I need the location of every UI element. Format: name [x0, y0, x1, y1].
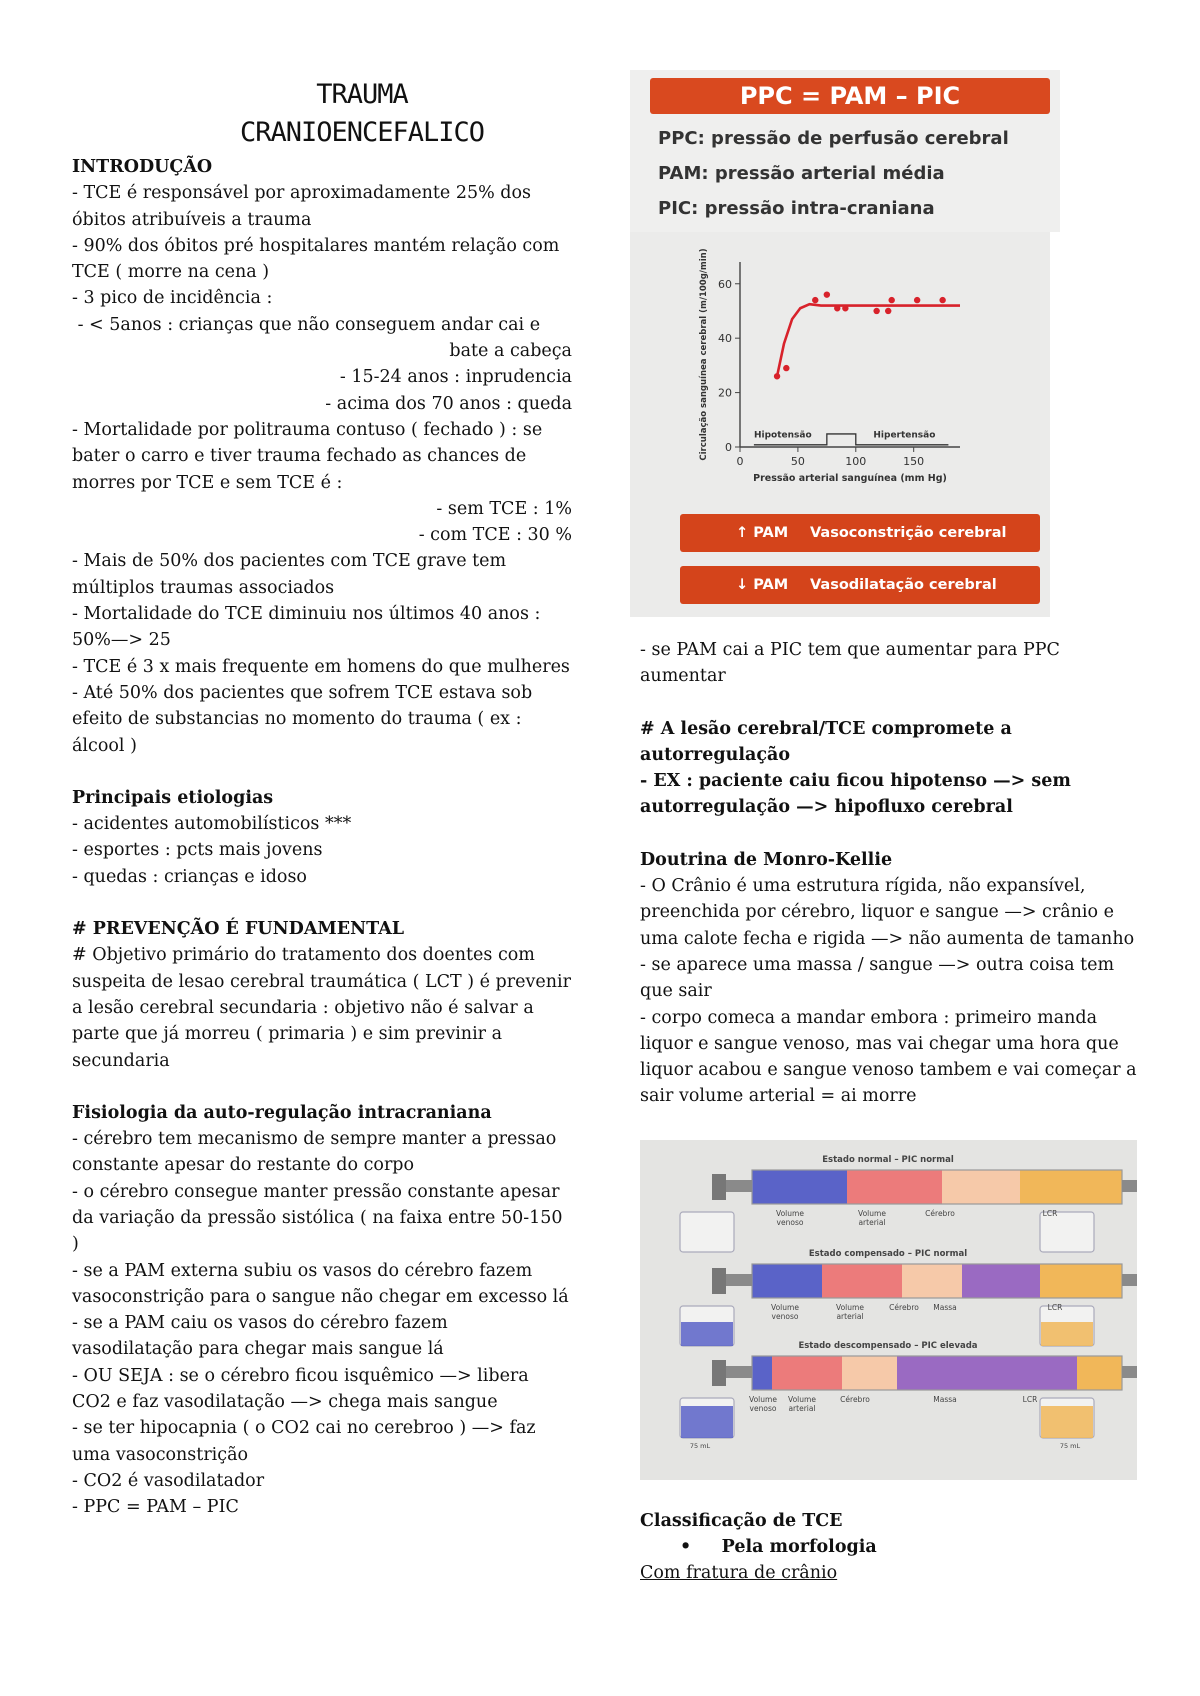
physiology-heading: Fisiologia da auto-regulação intracraniana [72, 1102, 492, 1123]
tube-label: arterial [788, 1403, 816, 1413]
y-tick-label: 40 [718, 332, 732, 346]
text-line: - se a PAM externa subiu os vasos do cérebro fazem vasoconstrição para o sangue não chegar em excesso lá [72, 1260, 569, 1307]
text-line: # A lesão cerebral/TCE compromete a autorregulação [640, 718, 1018, 765]
tube-label: venoso [749, 1403, 777, 1413]
right-text-block [628, 637, 1143, 1110]
text-line: - 15-24 anos : inprudencia [339, 367, 572, 388]
text-line: - CO2 é vasodilatador [72, 1470, 265, 1491]
faucet-left-body [712, 1268, 726, 1294]
text-line: - 3 pico de incidência : [72, 288, 273, 309]
tube-label: arterial [836, 1311, 864, 1321]
data-point [834, 305, 840, 311]
text-line: - cérebro tem mecanismo de sempre manter a pressao constante apesar do restante do corpo [72, 1129, 562, 1176]
text-line: - o cérebro consegue manter pressão constante apesar da variação da pressão sistólica ( na faixa entre 50-150 ) [72, 1181, 569, 1255]
tube-label: Volume [788, 1394, 816, 1404]
annotation-hypotension: Hipotensão [754, 430, 812, 441]
text-line: - 90% dos óbitos pré hospitalares mantém relação com TCE ( morre na cena ) [72, 235, 565, 283]
tube-segment-venous [752, 1264, 822, 1298]
classification-sub: Com fratura de crânio [640, 1563, 838, 1584]
text-line: bate a cabeça [449, 341, 572, 362]
text-line: - Mortalidade por politrauma contuso ( fechado ) : se bater o carro e tiver trauma fechado as chances de morres por TCE e sem TCE é : [72, 419, 548, 493]
intro-lines [72, 180, 572, 338]
tube-segment-csf [1077, 1356, 1122, 1390]
data-point [873, 308, 879, 314]
tube-label: Cérebro [840, 1394, 870, 1404]
formula-figure [630, 70, 1060, 232]
pam-down-arrow: ↓ PAM [736, 577, 789, 593]
x-tick-label: 100 [845, 455, 867, 468]
text-line: - TCE é 3 x mais frequente em homens do que mulheres [72, 656, 570, 677]
text-line: - PPC = PAM – PIC [72, 1497, 239, 1518]
text-line: - com TCE : 30 % [418, 525, 572, 546]
tube-segment-arterial [822, 1264, 902, 1298]
beaker-right-fill [1041, 1406, 1093, 1438]
data-point [842, 305, 848, 311]
text-line: - O Crânio é uma estrutura rígida, não expansível, preenchida por cérebro, liquor e sangue —> crânio e uma calote fecha e rigida —> não aumenta de tamanho [640, 876, 1135, 949]
text-line: - se a PAM caiu os vasos do cérebro fazem vasodilatação para chegar mais sangue lá [72, 1313, 454, 1360]
formula-def-ppc: PPC: pressão de perfusão cerebral [658, 128, 1009, 149]
beaker-left [680, 1212, 734, 1252]
tube-label: Volume [858, 1208, 886, 1218]
tube-label: LCR [1042, 1208, 1058, 1218]
classification-bullet-text: Pela morfologia [721, 1537, 877, 1558]
text-line: - corpo comeca a mandar embora : primeiro manda liquor e sangue venoso, mas vai chegar uma hora que liquor acabou e sangue venoso tambem e vai começar a sair volume arterial = ai morre [640, 1007, 1143, 1107]
data-point [888, 297, 894, 303]
text-line: # Objetivo primário do tratamento dos doentes com suspeita de lesao cerebral traumática ( LCT ) é prevenir a lesão cerebral secundaria : objetivo não é salvar a parte que já morreu ( primaria ) e sim previnir a secundaria [72, 945, 577, 1071]
data-point [812, 297, 818, 303]
x-tick-label: 50 [790, 455, 805, 468]
tube-label: Massa [933, 1302, 957, 1312]
monro-kellie-diagram [640, 1140, 1137, 1480]
tube-label: LCR [1022, 1394, 1038, 1404]
tube-segment-csf [1040, 1264, 1122, 1298]
classification-bullet: • Pela morfologia [680, 1537, 877, 1558]
formula-banner: PPC = PAM – PIC [650, 78, 1050, 114]
x-axis-label: Pressão arterial sanguínea (mm Hg) [753, 473, 947, 484]
y-axis-label: Circulação sanguínea cerebral (m/100g/min) [699, 248, 709, 461]
volume-label-left: 75 mL [689, 1441, 711, 1450]
left-column [72, 70, 577, 1521]
volume-label-right: 75 mL [1059, 1441, 1081, 1450]
beaker-right [1040, 1212, 1094, 1252]
text-line: - < 5anos : crianças que não conseguem andar cai e [72, 314, 541, 335]
prevention-heading: # PREVENÇÃO É FUNDAMENTAL [72, 919, 405, 940]
title-line-2: CRANIOENCEFALICO [239, 117, 485, 148]
data-point [774, 373, 780, 379]
text-line: - esportes : pcts mais jovens [72, 840, 323, 861]
tube-label: Cérebro [889, 1302, 919, 1312]
tube-segment-mass [962, 1264, 1040, 1298]
data-point [885, 308, 891, 314]
text-line: - se ter hipocapnia ( o CO2 cai no cerebroo ) —> faz uma vasoconstrição [72, 1418, 542, 1465]
tube-label: Massa [933, 1394, 957, 1404]
faucet-right [1122, 1366, 1137, 1378]
formula-def-pic: PIC: pressão intra-craniana [658, 198, 935, 219]
tube-label: Volume [836, 1302, 864, 1312]
tube-label: Cérebro [925, 1208, 955, 1218]
text-line: - TCE é responsável por aproximadamente 25% dos óbitos atribuíveis a trauma [72, 183, 537, 230]
autoregulation-chart-figure [630, 232, 1050, 617]
tube-segment-venous [752, 1170, 847, 1204]
pam-up-text: Vasoconstrição cerebral [810, 525, 1007, 541]
tube-label: arterial [858, 1217, 886, 1227]
autoregulation-chart [630, 232, 1050, 522]
text-line: - EX : paciente caiu ficou hipotenso —> sem autorregulação —> hipofluxo cerebral [640, 771, 1077, 818]
faucet-left-body [712, 1174, 726, 1200]
tube-label: venoso [771, 1311, 799, 1321]
series-line [777, 304, 960, 376]
tube-segment-csf [1020, 1170, 1122, 1204]
y-tick-label: 0 [725, 441, 732, 454]
pam-up-bar [680, 514, 1040, 552]
faucet-right [1122, 1274, 1137, 1286]
tube-label: venoso [776, 1217, 804, 1227]
monro-kellie-heading: Doutrina de Monro-Kellie [640, 849, 893, 870]
classification-block [628, 1508, 1138, 1587]
tube-segment-arterial [847, 1170, 942, 1204]
formula-def-pam: PAM: pressão arterial média [658, 163, 945, 184]
tube-segment-venous [752, 1356, 772, 1390]
right-column [628, 70, 1143, 1587]
faucet-right [1122, 1180, 1137, 1192]
tube-label: LCR [1047, 1302, 1063, 1312]
x-tick-label: 150 [903, 455, 925, 468]
y-tick-label: 60 [718, 277, 732, 291]
tube-segment-arterial [772, 1356, 842, 1390]
tube-label: Volume [771, 1302, 799, 1312]
text-line: - Até 50% dos pacientes que sofrem TCE estava sob efeito de substancias no momento do trauma ( ex : álcool ) [72, 682, 538, 756]
beaker-left-fill [681, 1322, 733, 1346]
text-line: - se aparece uma massa / sangue —> outra coisa tem que sair [640, 954, 1120, 1002]
tube-segment-brain [842, 1356, 897, 1390]
classification-heading: Classificação de TCE [640, 1510, 843, 1531]
data-point [783, 365, 789, 371]
data-point [824, 291, 830, 297]
tube-segment-mass [897, 1356, 1077, 1390]
etiology-heading: Principais etiologias [72, 787, 274, 808]
text-line: - quedas : crianças e idoso [72, 866, 307, 887]
tube-segment-brain [942, 1170, 1020, 1204]
y-tick-label: 20 [718, 386, 732, 400]
x-tick-label: 0 [736, 455, 744, 468]
text-line: - sem TCE : 1% [436, 498, 572, 519]
annotation-hypertension: Hipertensão [873, 430, 936, 441]
pam-up-arrow: ↑ PAM [736, 525, 789, 541]
tube-label: Volume [776, 1208, 804, 1218]
state-title: Estado compensado – PIC normal [808, 1248, 968, 1259]
pam-down-bar [680, 566, 1040, 604]
faucet-left-body [712, 1360, 726, 1386]
page-title [72, 76, 572, 152]
beaker-right-fill [1041, 1322, 1093, 1346]
monro-kellie-figure [640, 1140, 1137, 1480]
data-point [939, 297, 945, 303]
state-title: Estado descompensado – PIC elevada [798, 1340, 978, 1351]
text-line: - OU SEJA : se o cérebro ficou isquêmico —> libera CO2 e faz vasodilatação —> chega mais sangue [72, 1365, 535, 1413]
tube-label: Volume [749, 1394, 777, 1404]
text-line: - se PAM cai a PIC tem que aumentar para PPC aumentar [640, 640, 1066, 687]
beaker-left-fill [681, 1406, 733, 1438]
title-line-1: TRAUMA [316, 79, 408, 110]
data-point [914, 297, 920, 303]
pam-down-text: Vasodilatação cerebral [810, 577, 997, 593]
tube-segment-brain [902, 1264, 962, 1298]
intro-heading: INTRODUÇÃO [72, 157, 213, 177]
text-line: - Mortalidade do TCE diminuiu nos últimos 40 anos : 50%—> 25 [72, 604, 552, 651]
text-line: - Mais de 50% dos pacientes com TCE grave tem múltiplos traumas associados [72, 551, 512, 598]
state-title: Estado normal – PIC normal [822, 1154, 954, 1165]
text-line: - acidentes automobilísticos *** [72, 814, 352, 835]
text-line: - acima dos 70 anos : queda [325, 393, 572, 414]
